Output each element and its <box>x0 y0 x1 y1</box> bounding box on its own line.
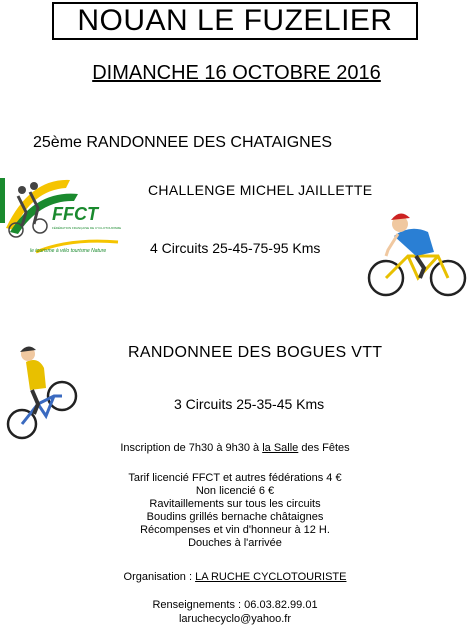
boudins: Boudins grillés bernache châtaignes <box>146 511 324 523</box>
organisation-name: LA RUCHE CYCLOTOURISTE <box>195 571 347 583</box>
ravitaillements: Ravitaillements sur tous les circuits <box>149 498 321 510</box>
douches: Douches à l'arrivée <box>188 537 282 549</box>
renseignements-line: Renseignements : 06.03.82.99.01 <box>152 599 318 611</box>
tarif-licencie: Tarif licencié FFCT et autres fédérations 4 € <box>128 472 342 484</box>
ffct-logo <box>0 168 120 260</box>
vtt-rider-graphic <box>4 344 84 442</box>
inscription-place: la Salle <box>262 442 299 454</box>
circuits-route: 4 Circuits 25-45-75-95 Kms <box>150 240 321 256</box>
ffct-logo-subtitle: FÉDÉRATION FRANÇAISE DE CYCLOTOURISME <box>52 226 122 230</box>
circuits-vtt: 3 Circuits 25-35-45 Kms <box>174 396 325 412</box>
page-title: NOUAN LE FUZELIER <box>52 2 418 40</box>
road-cyclist-illustration <box>364 206 468 302</box>
inscription-suffix: des Fêtes <box>298 442 350 454</box>
challenge-heading: CHALLENGE MICHEL JAILLETTE <box>148 182 373 198</box>
organisation-line <box>60 571 410 584</box>
recompenses: Récompenses et vin d'honneur à 12 H. <box>140 524 330 536</box>
road-cyclist-graphic <box>364 206 468 302</box>
randonnee-chataignes-heading: 25ème RANDONNEE DES CHATAIGNES <box>33 134 333 151</box>
vtt-rider-illustration <box>4 344 84 442</box>
tarif-non-licencie: Non licencié 6 € <box>195 485 275 497</box>
inscription-prefix: Inscription de 7h30 à 9h30 à <box>120 442 263 454</box>
contact-email[interactable]: laruchecyclo@yahoo.fr <box>178 613 292 625</box>
randonnee-vtt-heading: RANDONNEE DES BOGUES VTT <box>128 344 383 361</box>
inscription-line <box>60 442 410 455</box>
tarifs-block <box>60 472 410 550</box>
organisation-label: Organisation : <box>123 571 196 583</box>
ffct-logo-text: FFCT <box>52 204 98 224</box>
ffct-logo-slogan: le tourisme à vélo tourisme Nature <box>30 248 107 254</box>
event-date: DIMANCHE 16 OCTOBRE 2016 <box>92 62 381 84</box>
